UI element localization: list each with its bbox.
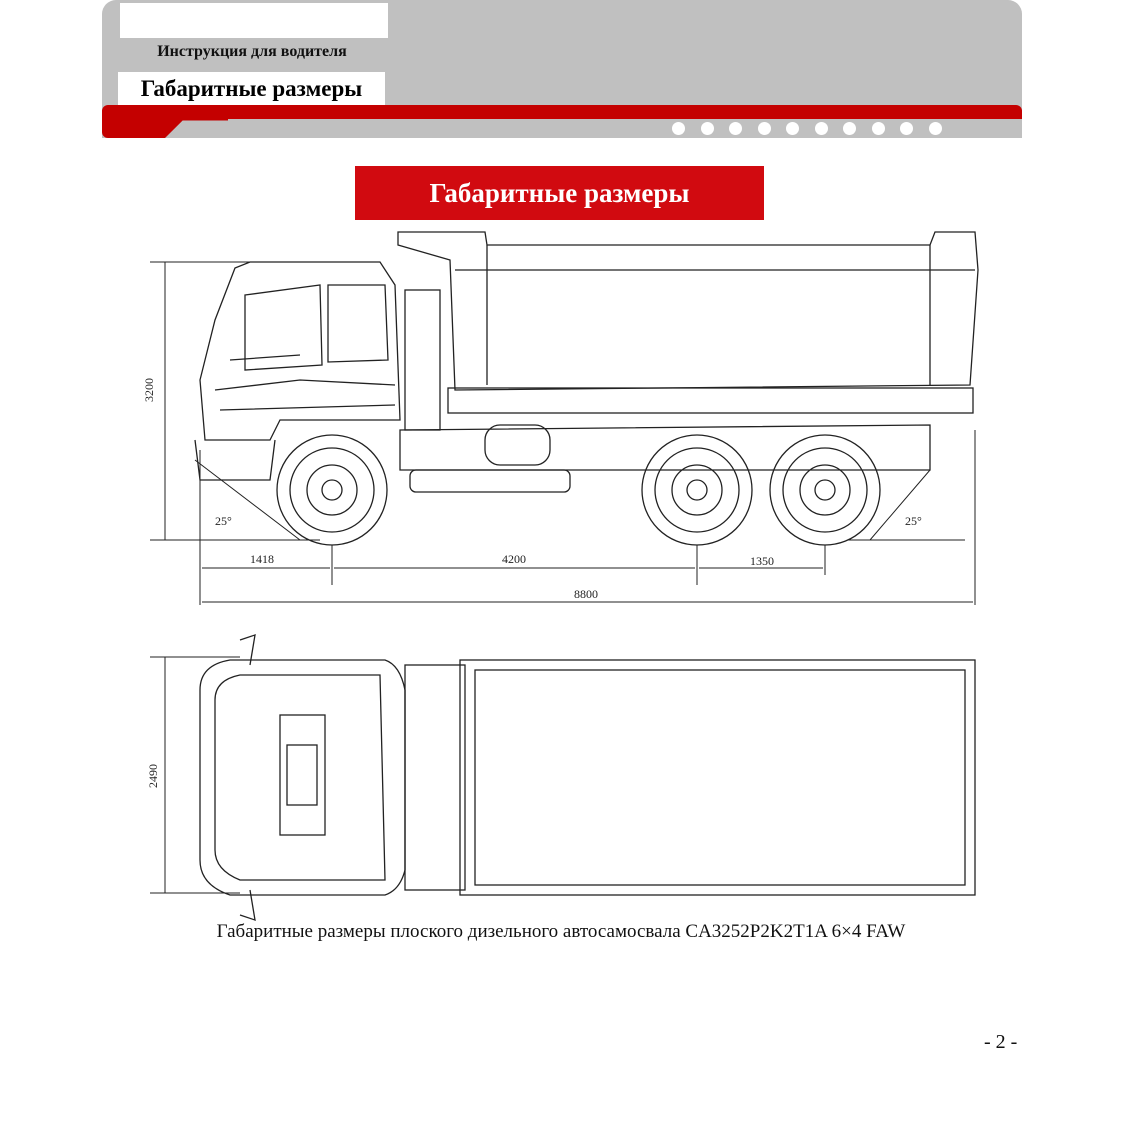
front-wheel xyxy=(277,435,387,545)
mirrors xyxy=(240,635,255,920)
dump-body xyxy=(398,232,978,390)
rear-wheel-2 xyxy=(770,435,880,545)
header-title: Габаритные размеры xyxy=(118,72,385,105)
cab-outline xyxy=(200,262,400,440)
dim-approach-angle: 25° xyxy=(215,514,232,528)
air-tank xyxy=(485,425,550,465)
figure-caption: Габаритные размеры плоского дизельного автосамосвала CA3252P2K2T1A 6×4 FAW xyxy=(216,921,906,942)
front-bumper xyxy=(195,440,275,480)
rear-wheel-1 xyxy=(642,435,752,545)
dim-overall-length: 8800 xyxy=(574,587,598,601)
page-number: - 2 - xyxy=(984,1031,1018,1053)
top-view xyxy=(146,635,975,920)
dim-departure-angle: 25° xyxy=(905,514,922,528)
section-title: Габаритные размеры xyxy=(355,166,764,220)
dim-height: 3200 xyxy=(142,378,156,402)
header-subtitle: Инструкция для водителя xyxy=(157,43,347,60)
dim-front-overhang: 1418 xyxy=(250,552,274,566)
body-base xyxy=(448,388,973,413)
dump-body-top xyxy=(460,660,975,895)
dim-width: 2490 xyxy=(146,764,160,788)
dim-rear-axle-spacing: 1350 xyxy=(750,554,774,568)
side-view xyxy=(142,232,978,605)
fuel-tank xyxy=(410,470,570,492)
dim-wheelbase: 4200 xyxy=(502,552,526,566)
frame-top xyxy=(405,665,465,890)
cab-top xyxy=(200,660,405,895)
